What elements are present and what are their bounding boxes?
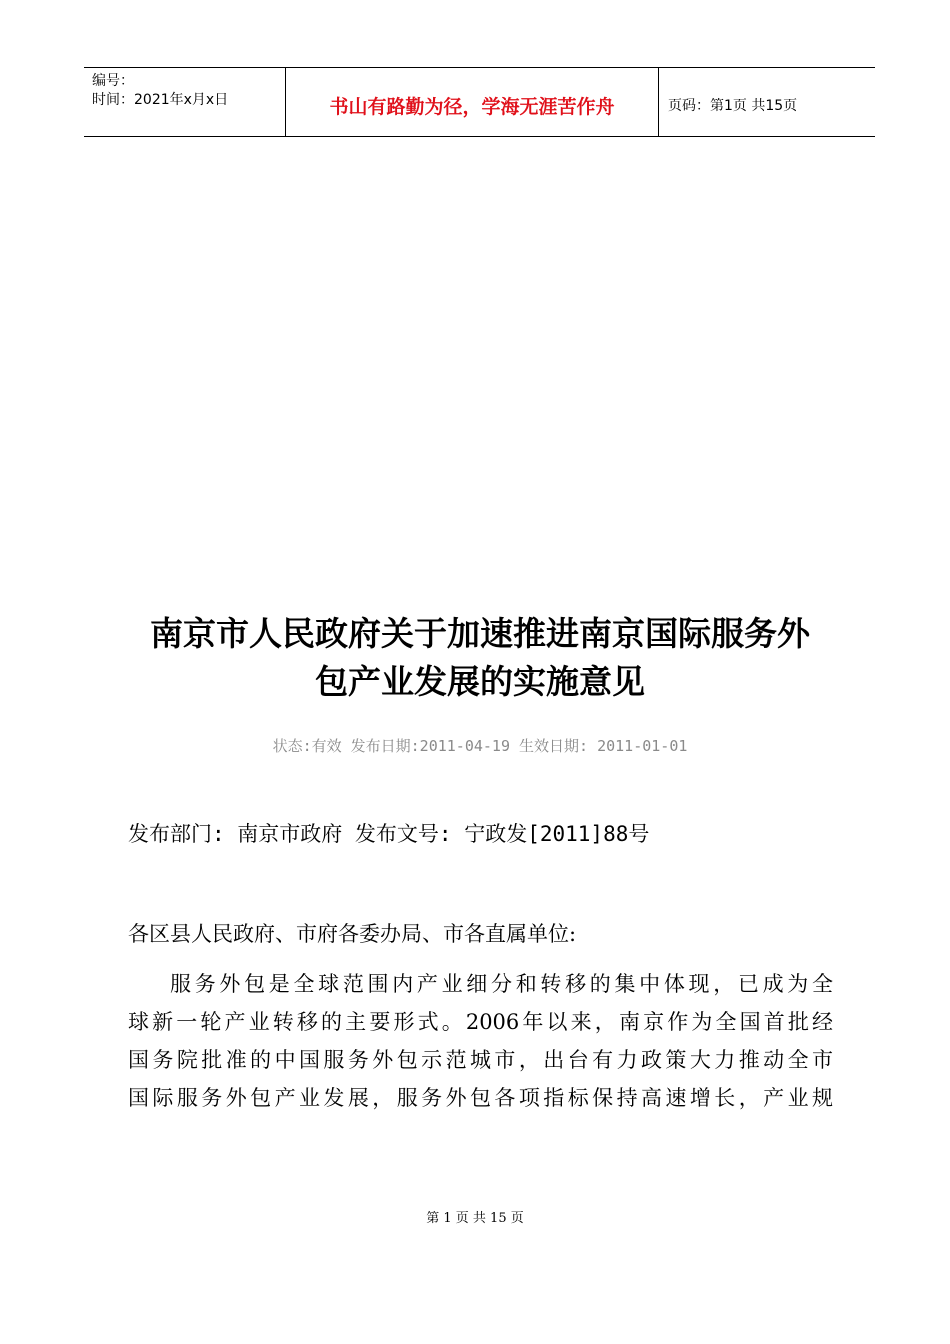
time-label: 时间：2021年x月x日: [92, 92, 229, 108]
document-title: [110, 610, 850, 706]
body-line: 球新一轮产业转移的主要形式。2006年以来，南京作为全国首批经: [128, 1010, 833, 1034]
footer-page-text: 第 1 页 共 15 页: [426, 1211, 524, 1226]
document-title-line-2: 包产业发展的实施意见: [315, 662, 645, 701]
body-line: 国务院批准的中国服务外包示范城市，出台有力政策大力推动全市: [128, 1048, 833, 1072]
document-addressee: 各区县人民政府、市府各委办局、市各直属单位:: [128, 922, 577, 946]
header-page-info: 页码：第1页 共15页: [668, 98, 798, 114]
document-meta: 状态:有效 发布日期:2011-04-19 生效日期: 2011-01-01: [272, 737, 688, 755]
header-motto: 书山有路勤为径，学海无涯苦作舟: [286, 68, 659, 136]
body-line: 服务外包是全球范围内产业细分和转移的集中体现，已成为全: [170, 972, 833, 996]
header-left-cell: [84, 68, 286, 136]
header-table: [84, 67, 875, 137]
document-department: 发布部门: 南京市政府 发布文号: 宁政发[2011]88号: [128, 822, 650, 846]
document-title-line-1: 南京市人民政府关于加速推进南京国际服务外: [150, 614, 810, 653]
footer-page-number: [0, 1207, 950, 1226]
document-body-paragraph: [128, 965, 833, 1117]
serial-number-label: 编号：: [92, 73, 134, 89]
body-line: 国际服务外包产业发展，服务外包各项指标保持高速增长，产业规: [128, 1086, 833, 1110]
